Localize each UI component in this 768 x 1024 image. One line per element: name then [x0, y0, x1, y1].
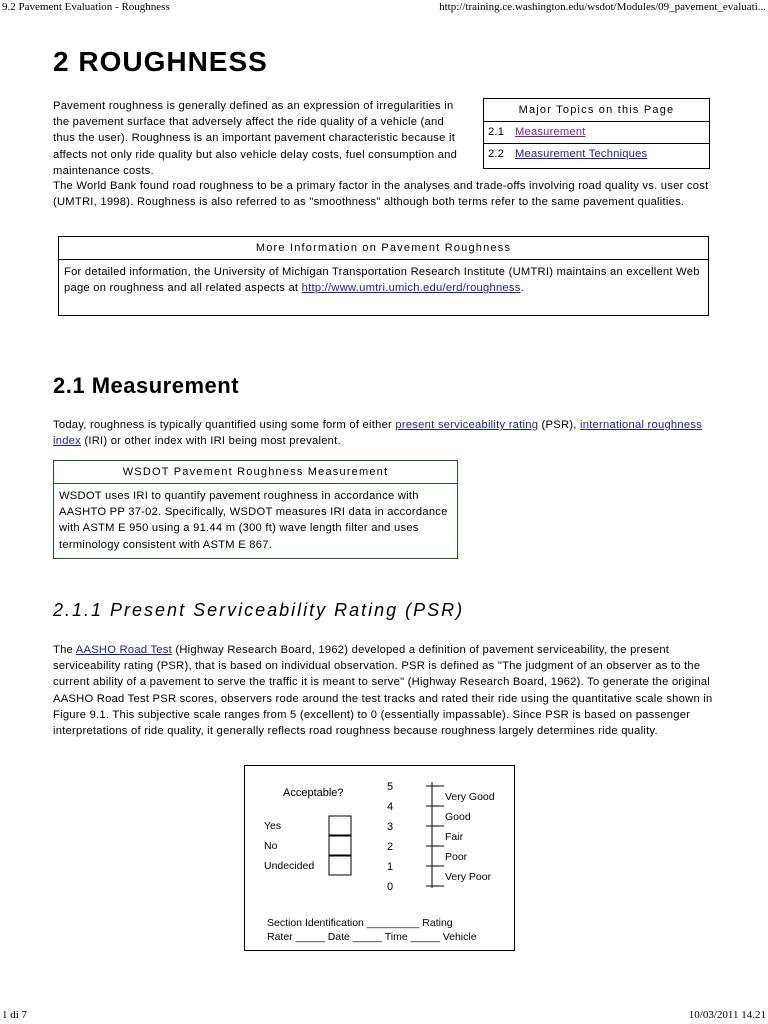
- option-no: No: [264, 840, 278, 852]
- more-info-text-end: .: [520, 282, 524, 295]
- option-undecided: Undecided: [264, 860, 315, 872]
- form-footer-line-1: Section Identification _________ Rating: [267, 917, 453, 929]
- measurement-text-mid: (PSR),: [538, 419, 580, 431]
- measurement-text: Today, roughness is typically quantified using some form of either: [53, 419, 396, 431]
- checkbox-no: [329, 836, 351, 855]
- checkbox-yes: [329, 816, 351, 835]
- page-title: 2 ROUGHNESS: [53, 46, 268, 77]
- section-title-measurement: 2.1 Measurement: [53, 373, 240, 398]
- aasho-road-test-link[interactable]: AASHO Road Test: [75, 644, 172, 656]
- intro-paragraph-2: The World Bank found road roughness to be a primary factor in the analyses and trade-offs involving road quality vs. user cost (UMTRI, 1998). Roughness is also referred to as "smoothness" although both terms refer to the same pavement qualities.: [53, 180, 709, 209]
- scale-label: Very Good: [445, 791, 495, 803]
- umtri-link[interactable]: http://www.umtri.umich.edu/erd/roughness: [301, 282, 521, 295]
- more-info-text: For detailed information, the University of Michigan Transportation Research Institute (UMTRI) maintains an excellent Web page on roughness and all related aspects at: [64, 266, 700, 295]
- wsdot-measurement-box: [53, 460, 458, 559]
- print-header: [0, 0, 768, 16]
- scale-label: Good: [445, 811, 471, 823]
- intro-paragraph-1: Pavement roughness is generally defined as an expression of irregularities in the pavement surface that adversely affect the ride quality of a vehicle (and thus the user). Roughness is an important pavement characteristic because it affects not only ride quality but also vehicle delay costs, fuel consumption and maintenance costs.: [53, 100, 458, 177]
- iri-link[interactable]: international roughness index: [53, 419, 703, 448]
- psr-link[interactable]: present serviceability rating: [395, 419, 539, 431]
- topic-link-measurement[interactable]: Measurement: [515, 126, 586, 138]
- more-info-header: More Information on Pavement Roughness: [59, 237, 708, 260]
- scale-number: 0: [387, 881, 394, 893]
- wsdot-box-text: WSDOT uses IRI to quantify pavement roughness in accordance with AASHTO PP 37-02. Specifically, WSDOT measures IRI data in accordance with ASTM E 950 using a 91.44 m (300 ft) wave length filter and uses terminology consistent with ASTM E 867.: [59, 490, 448, 551]
- scale-number: 5: [387, 781, 394, 793]
- scale-label: Very Poor: [445, 871, 492, 883]
- topic-number: 2.1: [488, 126, 505, 138]
- psr-paragraph: [53, 642, 721, 739]
- section-title-psr: 2.1.1 Present Serviceability Rating (PSR): [53, 600, 465, 620]
- topic-link-measurement-techniques[interactable]: Measurement Techniques: [515, 148, 648, 160]
- print-datetime: 10/03/2011 14.21: [688, 1009, 766, 1021]
- scale-number: 1: [387, 861, 394, 873]
- scale-number: 2: [387, 841, 394, 853]
- wsdot-box-header: WSDOT Pavement Roughness Measurement: [54, 461, 457, 484]
- scale-label: Fair: [445, 831, 464, 843]
- topic-item: [484, 122, 709, 143]
- more-info-box: [58, 236, 709, 316]
- more-info-body: [59, 260, 708, 300]
- option-yes: Yes: [264, 820, 282, 832]
- checkbox-undecided: [329, 856, 351, 875]
- scale-number: 3: [387, 821, 394, 833]
- measurement-paragraph: [53, 417, 723, 449]
- page-url-header: http://training.ce.washington.edu/wsdot/Modules/09_pavement_evaluati...: [439, 1, 766, 13]
- topic-number: 2.2: [488, 148, 505, 160]
- page-title-header: 9.2 Pavement Evaluation - Roughness: [2, 1, 170, 13]
- topic-item: [484, 143, 709, 165]
- psr-rating-form-figure: [244, 765, 515, 951]
- major-topics-box: [483, 98, 710, 169]
- acceptable-label: Acceptable?: [283, 787, 344, 799]
- psr-text-end: (Highway Research Board, 1962) developed a definition of pavement serviceability, the present serviceability rating (PSR), that is based on individual observation. PSR is defined as "The judgment of an observer as to the current ability of a pavement to serve the traffic it is meant to serve" (Highway Research Board, 1962). To generate the original AASHO Road Test PSR scores, observers rode around the test tracks and rated their ride using the quantitative scale shown in Figure 9.1. This subjective scale ranges from 5 (excellent) to 0 (essentially impassable). Since PSR is based on passenger interpretations of ride quality, it generally reflects road roughness because roughness largely determines ride quality.: [53, 644, 713, 738]
- scale-label: Poor: [445, 851, 468, 863]
- rating-scale: [387, 781, 495, 893]
- measurement-text-end: (IRI) or other index with IRI being most prevalent.: [81, 435, 341, 448]
- print-footer: [0, 1008, 768, 1024]
- scale-number: 4: [387, 801, 394, 813]
- psr-text: The: [53, 644, 76, 656]
- page-indicator: 1 di 7: [2, 1009, 28, 1021]
- rating-form-drawing: [245, 766, 513, 949]
- major-topics-header: Major Topics on this Page: [484, 99, 709, 122]
- form-footer-line-2: Rater _____ Date _____ Time _____ Vehicle: [267, 931, 477, 943]
